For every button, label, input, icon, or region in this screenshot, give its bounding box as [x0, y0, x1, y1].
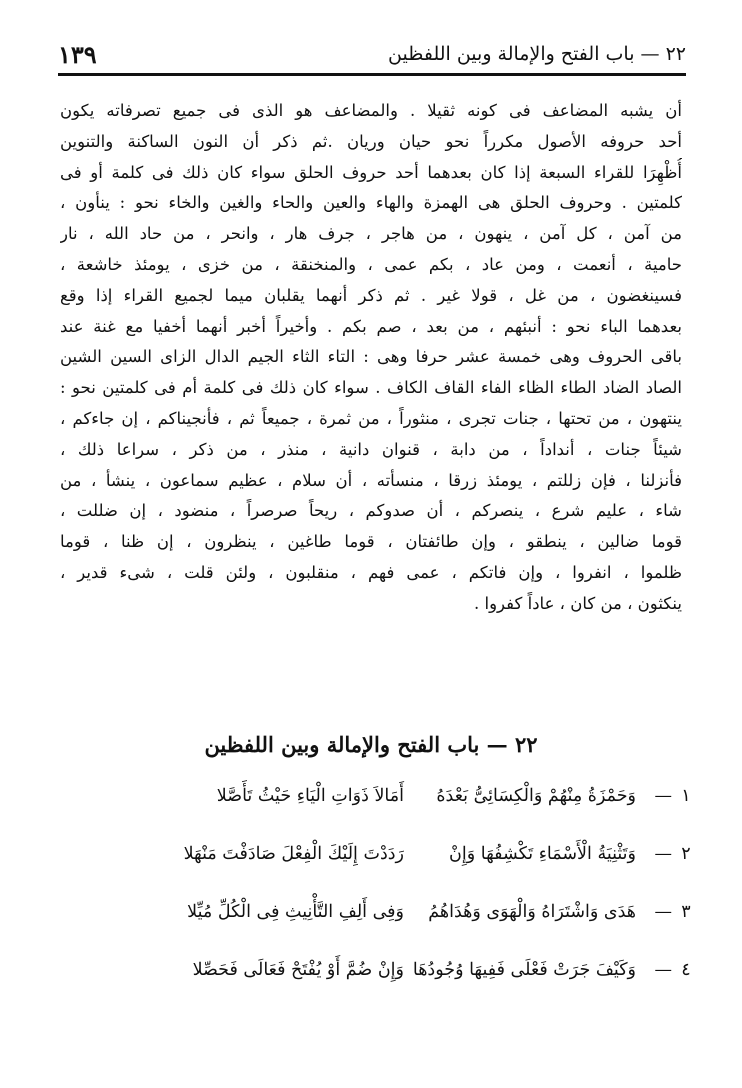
verse-number: ٢: [681, 844, 691, 864]
text-line: فأنزلنا ، فإن زللتم ، يومئذ زرقا ، منسأته ، أن سلام ، عظيم سماعون ، ينشأ ، من: [60, 470, 682, 490]
verse-dash: —: [654, 960, 672, 980]
first-hemistich: وَكَيْفَ جَرَتْ فَعْلَى فَفِيهَا وُجُودُهَا: [412, 960, 636, 980]
text-line: ظلموا ، انفروا ، وإن فاتكم ، عمى فهم ، منقلبون ، ولئن قلت ، شىء قدير ،: [60, 562, 682, 582]
text-line: شاء ، عليم شرع ، ينصركم ، أن صدوكم ، ريحاً صرصراً ، منضود ، إن ضللت ،: [60, 501, 682, 521]
verse-list: [40, 782, 702, 1014]
verse-number: ٤: [681, 960, 691, 980]
verse-dash: —: [654, 902, 672, 922]
text-line: أُظْهِرَا للقراء السبعة إذا كان بعدهما أحد حروف الحلق سواء كان ذلك فى كلمة أو فى: [60, 162, 682, 182]
page-header: [58, 36, 686, 72]
verse-dash: —: [654, 844, 672, 864]
verse-number: ٣: [681, 902, 691, 922]
text-line: باقى الحروف وهى خمسة عشر حرفا وهى : التاء الثاء الجيم الدال الزاى السين الشين: [60, 347, 682, 367]
body-paragraph: [60, 96, 682, 620]
text-line: قوما ضالين ، ينطقو ، وإن طائفتان ، قوما طاغين ، ينظرون ، إن ظنا ، قوما: [60, 532, 682, 552]
verse-dash: —: [654, 786, 672, 806]
verse-row: [40, 782, 702, 840]
running-title: ٢٢ — باب الفتح والإمالة وبين اللفظين: [388, 43, 686, 65]
second-hemistich: أَمَالاَ ذَوَاتِ الْيَاءِ حَيْثُ تَأَصَّلا: [216, 786, 404, 806]
second-hemistich: رَدَدْتَ إِلَيْكَ الْفِعْلَ صَادَفْتَ مَنْهَلا: [183, 844, 404, 864]
section-title: ٢٢ — باب الفتح والإمالة وبين اللفظين: [204, 732, 538, 757]
text-line: ينتهون ، من تحتها ، جنات تجرى ، منثوراً ، من ثمرة ، جميعاً ثم ، فأنجيناكم ، إن جاءكم ،: [60, 408, 682, 428]
text-line: كلمتين . وحروف الحلق هى الهمزة والهاء والعين والحاء والغين والخاء نحو : ينأون ،: [60, 193, 682, 213]
header-rule: [58, 73, 686, 76]
verse-number: ١: [681, 786, 691, 806]
text-line-last: ينكثون ، من كان ، عاداً كفروا .: [474, 593, 682, 613]
text-line: من آمن ، كل آمن ، ينهون ، من هاجر ، جرف هار ، وانحر ، من حاد الله ، نار: [60, 224, 682, 244]
verse-row: [40, 898, 702, 956]
text-line: بعدهما الباء نحو : أنبئهم ، من بعد ، صم بكم . وأخيراً أخبر أنهما أخفيا مع غنة عند: [60, 316, 682, 336]
second-hemistich: وَإِنْ ضُمَّ أَوْ يُفْتَحْ فَعَالَى فَحَصِّلا: [192, 960, 404, 980]
text-line: أحد حروفه الأصول مكرراً نحو حيان وريان .ثم ذكر أن النون الساكنة والتنوين: [60, 131, 682, 151]
text-line: شيئاً جنات ، أنداداً ، من دابة ، قنوان دانية ، منذر ، من ذكر ، سراعا ذلك ،: [60, 439, 682, 459]
text-line: حامية ، أنعمت ، ومن عاد ، بكم عمى ، والمنخنقة ، من خزى ، يومئذ خاشعة ،: [60, 254, 682, 274]
text-line: الصاد الضاد الطاء الظاء الفاء القاف الكاف . سواء كان ذلك فى كلمة أم فى كلمتين نحو :: [60, 378, 682, 398]
second-hemistich: وَفِى أَلِفِ التَّأْنِيثِ فِى الْكُلِّ مُيِّلا: [187, 902, 404, 922]
text-line: فسينغضون ، من غل ، قولا غير . ثم ذكر أنهما يقلبان ميما لجميع القراء إذا وقع: [60, 285, 682, 305]
verse-row: [40, 840, 702, 898]
text-line: أن يشبه المضاعف فى كونه ثقيلا . والمضاعف هو الذى فى جميع تصرفاته يكون: [60, 101, 682, 120]
verse-row: [40, 956, 702, 1014]
page-number: ١٣٩: [58, 39, 97, 69]
first-hemistich: وَتَثْنِيَةُ الْأَسْمَاءِ تَكْشِفُهَا وَإِنْ: [449, 844, 636, 864]
first-hemistich: وَحَمْزَةُ مِنْهُمْ وَالْكِسَائِىُّ بَعْدَهُ: [436, 786, 636, 806]
first-hemistich: هَدَى وَاشْتَرَاهُ وَالْهَوَى وَهُدَاهُمُ: [428, 902, 636, 922]
